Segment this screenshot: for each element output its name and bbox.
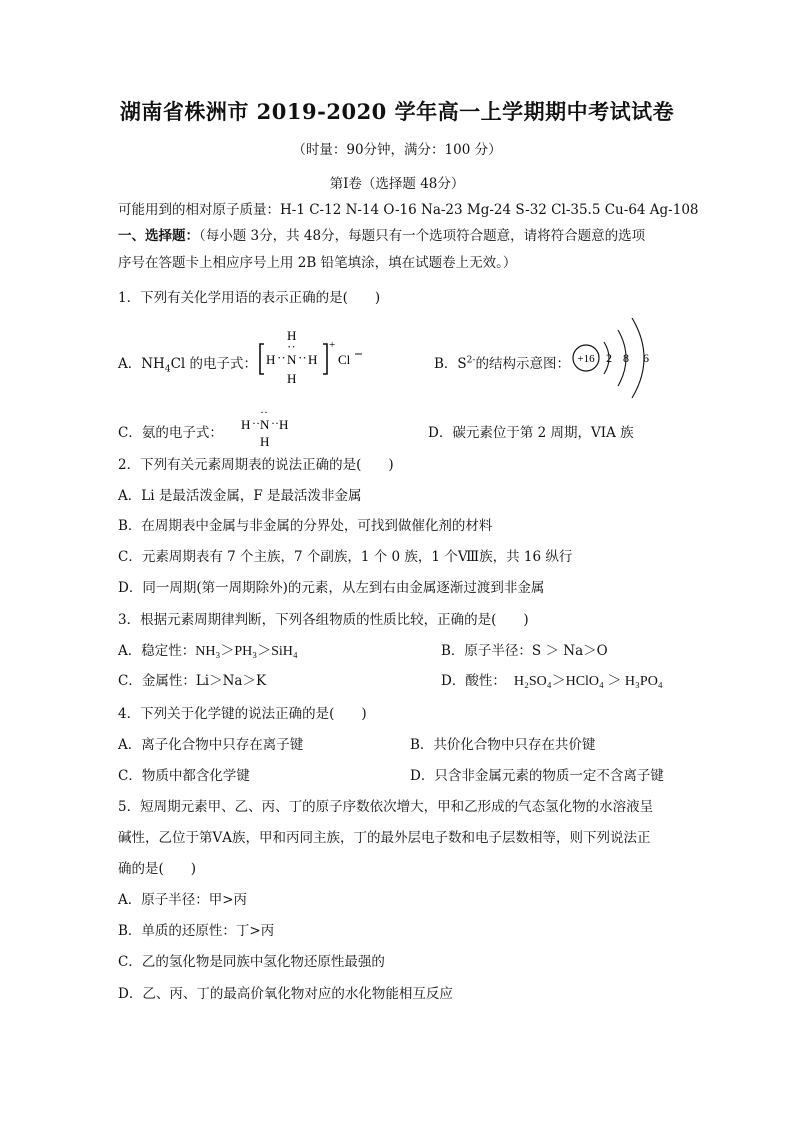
- q5-stem-line-3: 确的是( ): [118, 861, 197, 877]
- q2-option-c: C．元素周期表有 7 个主族，7 个副族，1 个 0 族，1 个Ⅷ族，共 16 纵行: [118, 549, 573, 565]
- q3-d-label: D．酸性：: [441, 673, 506, 689]
- q1-option-a: [118, 352, 258, 375]
- nh3-right-h: H: [279, 417, 289, 432]
- nh3-n: N: [260, 417, 270, 432]
- q2-option-a: A．Li 是最活泼金属，F 是最活泼非金属: [118, 488, 362, 504]
- exam-title: 湖南省株洲市 2019-2020 学年高一上学期期中考试试卷: [119, 99, 675, 124]
- nh4-left-dots: ··: [277, 350, 286, 365]
- nh3-left-dots: ··: [252, 416, 260, 430]
- nh4-n: N: [287, 352, 297, 367]
- instructions-label: 一、选择题：: [118, 228, 199, 244]
- q3-d-formula: H₂SO₄＞HClO₄ ＞ H₃PO₄: [513, 674, 663, 689]
- nh4-right-h: H: [308, 352, 318, 367]
- nh4-left-h: H: [266, 352, 276, 367]
- q5-stem-line-1: 5．短周期元素甲、乙、丙、丁的原子序数依次增大，甲和乙形成的气态氢化物的水溶液呈: [118, 799, 654, 815]
- instructions-text-1: （每小题 3分，共 48分，每题只有一个选项符合题意，请将符合题意的选项: [199, 228, 646, 244]
- q3-stem: 3．根据元素周期律判断，下列各组物质的性质比较，正确的是( ): [118, 612, 529, 628]
- q3-a-formula: NH₃＞PH₃＞SiH₄: [195, 644, 298, 659]
- q3-option-a: [118, 639, 298, 660]
- ammonia-electron-formula: [238, 404, 298, 452]
- shell-1: 2: [606, 351, 612, 365]
- nh3-bottom-h: H: [260, 434, 270, 449]
- instructions-line-1: [118, 224, 645, 244]
- q4-option-d: D．只含非金属元素的物质一定不含离子键: [410, 768, 664, 784]
- nh3-top-dots: ··: [260, 405, 268, 419]
- exam-subtitle: （时量：90分钟，满分：100 分）: [292, 142, 502, 158]
- q5-stem-line-2: 碱性，乙位于第ⅤA族，甲和丙同主族，丁的最外层电子数和电子层数相等，则下列说法正: [118, 830, 651, 846]
- q1-b-sup: 2-: [466, 355, 476, 366]
- q1-option-c: C．氨的电子式：: [118, 425, 223, 441]
- nh3-left-h: H: [241, 417, 251, 432]
- nh4-bottom-h: H: [287, 371, 297, 386]
- nh4-top-dots: ··: [287, 339, 296, 354]
- nh3-right-dots: ··: [271, 416, 279, 430]
- q1-a-suffix: Cl 的电子式：: [170, 356, 258, 372]
- nh4-right-dots: ··: [298, 350, 307, 365]
- q4-option-b: B．共价化合物中只存在共价键: [410, 737, 596, 753]
- cl-symbol: Cl: [338, 352, 351, 367]
- shell-3: 6: [643, 351, 649, 365]
- nh4-top-h: H: [287, 330, 297, 343]
- q2-stem: 2．下列有关元素周期表的说法正确的是( ): [118, 457, 394, 473]
- q4-stem: 4．下列关于化学键的说法正确的是( ): [118, 706, 367, 722]
- instructions-line-2: 序号在答题卡上相应序号上用 2B 铅笔填涂，填在试题卷上无效。）: [118, 255, 517, 271]
- nh4-charge: +: [329, 339, 336, 351]
- atomic-mass-line: 可能用到的相对原子质量：H-1 C-12 N-14 O-16 Na-23 Mg-24 S-32 Cl-35.5 Cu-64 Ag-108: [118, 202, 699, 218]
- q1-stem: 1．下列有关化学用语的表示正确的是( ): [118, 290, 381, 306]
- ammonium-chloride-electron-formula: [254, 330, 374, 390]
- q2-option-b: B．在周期表中金属与非金属的分界处，可找到做催化剂的材料: [118, 518, 493, 534]
- q1-option-d: D．碳元素位于第 2 周期，VIA 族: [428, 425, 634, 441]
- q1-b-prefix: B．S: [434, 356, 467, 372]
- shell-2: 8: [623, 351, 629, 365]
- q3-option-c: C．金属性：Li＞Na＞K: [118, 673, 267, 689]
- q1-option-b: [434, 352, 570, 372]
- q3-option-d: [441, 669, 663, 690]
- sulfide-structure-diagram: [568, 316, 664, 400]
- q5-option-d: D．乙、丙、丁的最高价氧化物对应的水化物能相互反应: [118, 986, 453, 1002]
- q3-a-label: A．稳定性：: [118, 643, 196, 659]
- q3-option-b: B．原子半径：S ＞ Na＞O: [441, 643, 608, 659]
- q2-option-d: D．同一周期(第一周期除外)的元素，从左到右由金属逐渐过渡到非金属: [118, 580, 545, 596]
- q5-option-c: C．乙的氢化物是同族中氢化物还原性最强的: [118, 954, 385, 970]
- q1-a-prefix: A．NH: [118, 356, 165, 372]
- q5-option-b: B．单质的还原性：丁>丙: [118, 923, 275, 939]
- q4-option-a: A．离子化合物中只存在离子键: [118, 737, 304, 753]
- nucleus-charge: +16: [577, 353, 595, 365]
- q4-option-c: C．物质中都含化学键: [118, 768, 250, 784]
- q1-b-suffix: 的结构示意图：: [475, 356, 570, 372]
- q5-option-a: A．原子半径：甲>丙: [118, 892, 248, 908]
- q1-a-sub: 4: [164, 364, 171, 375]
- section-heading: 第Ⅰ卷（选择题 48分）: [329, 176, 465, 192]
